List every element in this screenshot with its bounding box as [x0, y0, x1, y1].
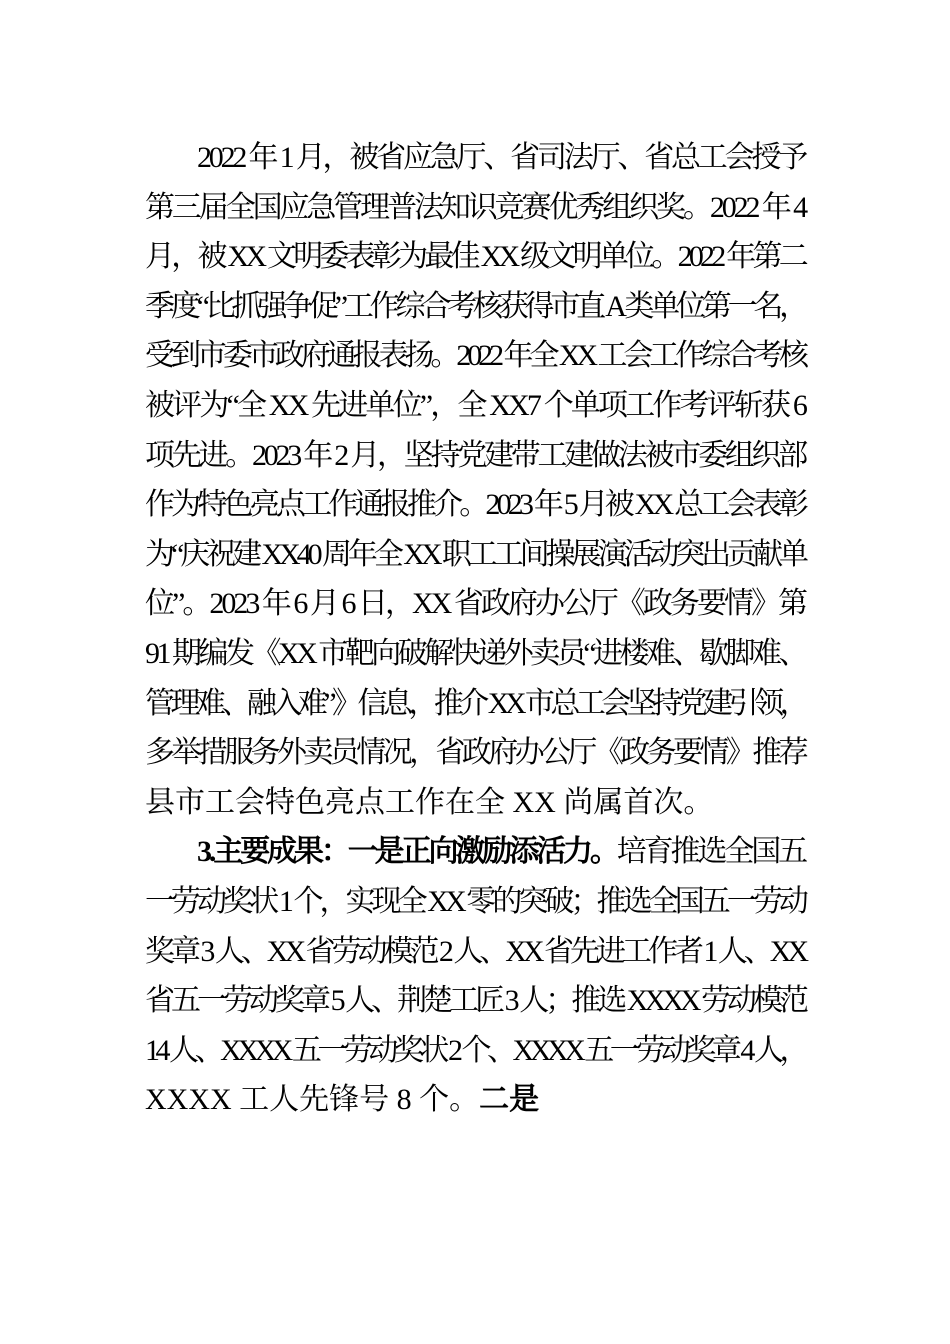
text-run: 省五一劳动奖章 5 人、荆楚工匠 3 人；推选 XXXX 劳动模范 [145, 984, 805, 1018]
text-line [145, 530, 805, 580]
text-run: 作为特色亮点工作通报推介。2023 年 5 月被 XX 总工会表彰 [145, 488, 806, 522]
paragraph [145, 827, 805, 1125]
text-run: 为“庆祝建 XX40 周年全 XX 职工工间操展演活动突出贡献单 [145, 537, 805, 571]
text-line [145, 679, 805, 729]
text-run: 培育推选全国五 [616, 835, 806, 869]
bold-text-run: 3.主要成果：一是正向激励添活力。 [197, 835, 617, 869]
text-run: 受到市委市政府通报表扬。2022 年全 XX 工会工作综合考核 [145, 339, 806, 373]
text-line [145, 827, 805, 877]
bold-text-run: 二是 [479, 1083, 540, 1117]
text-run: 多举措服务外卖员情况，省政府办公厅《政务要情》推荐 [145, 736, 805, 770]
text-run: 14 人、XXXX 五一劳动奖状 2 个、XXXX 五一劳动奖章 4 人， [145, 1033, 805, 1067]
text-line [145, 629, 805, 679]
text-line [145, 282, 805, 332]
text-line [145, 976, 805, 1026]
text-line [145, 1075, 805, 1125]
text-line [145, 232, 805, 282]
text-run: 91 期编发《XX 市靶向破解快递外卖员“进楼难、歇脚难、 [145, 636, 806, 670]
text-run: 项先进。2023 年 2 月，坚持党建带工建做法被市委组织部 [145, 438, 805, 472]
text-line [145, 728, 805, 778]
text-run: 季度“比抓强争促”工作综合考核获得市直 A 类单位第一名， [145, 289, 805, 323]
text-run: 奖章 3 人、XX 省劳动模范 2 人、XX 省先进工作者 1 人、XX [145, 934, 805, 968]
paragraph [145, 133, 805, 827]
text-line [145, 877, 805, 927]
text-run: 月，被 XX 文明委表彰为最佳 XX 级文明单位。2022 年第二 [145, 240, 805, 274]
text-run: 被评为“全 XX 先进单位”，全 XX7 个单项工作考评斩获 6 [145, 388, 806, 422]
text-line [145, 579, 805, 629]
text-line [145, 183, 805, 233]
text-line [145, 381, 805, 431]
text-run: 第三届全国应急管理普法知识竞赛优秀组织奖。2022 年 4 [145, 190, 806, 224]
text-line [145, 331, 805, 381]
text-run: 位”。2023 年 6 月 6 日，XX 省政府办公厅《政务要情》第 [145, 587, 805, 621]
text-line [145, 1026, 805, 1076]
text-run: 管理难、融入难”》信息，推介 XX 市总工会坚持党建引领， [145, 686, 805, 720]
document-body [145, 133, 805, 1125]
text-run: 一劳动奖状 1 个，实现全 XX 零的突破；推选全国五一劳动 [145, 884, 805, 918]
text-line [145, 431, 805, 481]
text-line [145, 927, 805, 977]
text-line [145, 480, 805, 530]
text-line [145, 778, 805, 828]
text-run: XXXX 工人先锋号 8 个。 [145, 1083, 480, 1117]
text-line [145, 133, 805, 183]
text-run: 2022 年 1 月，被省应急厅、省司法厅、省总工会授予 [197, 141, 806, 174]
text-run: 县市工会特色亮点工作在全 XX 尚属首次。 [145, 785, 714, 819]
